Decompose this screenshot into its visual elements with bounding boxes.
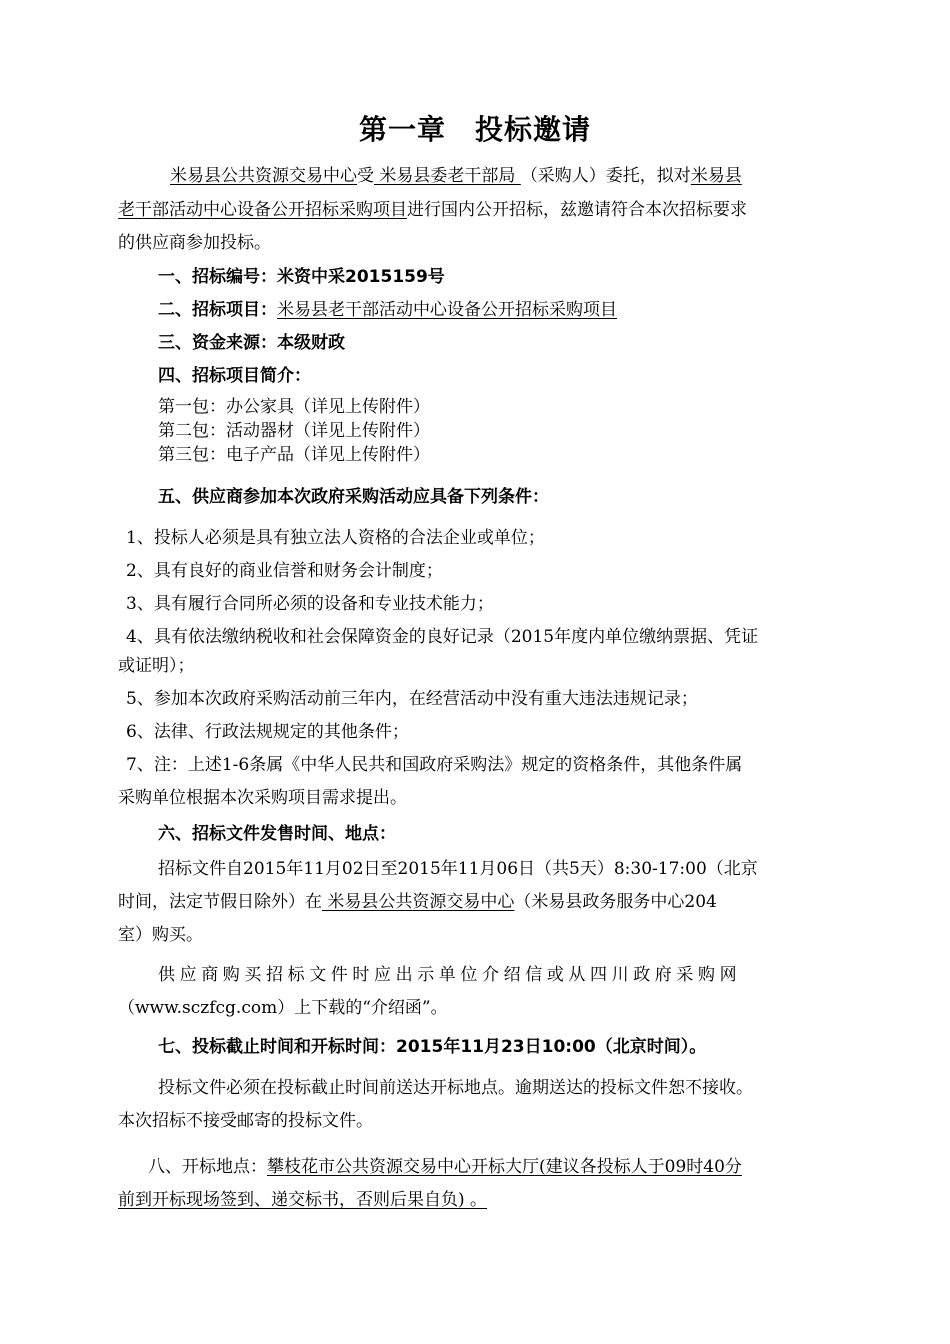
- condition-item: 7、注：上述1-6条属《中华人民共和国政府采购法》规定的资格条件，其他条件属: [126, 755, 743, 775]
- bid-opening-note: 前到开标现场签到、递交标书，否则后果自负) 。: [118, 1190, 488, 1210]
- section-1-label: 一、招标编号：: [158, 267, 277, 287]
- condition-item: 4、具有依法缴纳税收和社会保障资金的良好记录（2015年度内单位缴纳票据、凭证: [126, 627, 759, 647]
- section-4-label: 四、招标项目简介：: [158, 366, 311, 386]
- section-7-label: 七、投标截止时间和开标时间：2015年11月23日10:00（北京时间）。: [158, 1037, 707, 1057]
- sale-text: （米易县政务服务中心204: [514, 892, 717, 912]
- condition-item: 3、具有履行合同所必须的设备和专业技术能力；: [126, 594, 494, 614]
- package-1: 第一包：办公家具（详见上传附件）: [158, 397, 430, 417]
- section-3-label: 三、资金来源：: [158, 333, 277, 353]
- intro-letter-line-2: （www.sczfcg.com）上下载的“介绍函”。: [118, 998, 448, 1018]
- package-3: 第三包：电子产品（详见上传附件）: [158, 445, 430, 465]
- sale-text: 时间，法定节假日除外）在: [118, 892, 322, 912]
- section-8: [148, 1150, 868, 1184]
- sale-time-line-3: 室）购买。: [118, 925, 203, 945]
- section-6-label: 六、招标文件发售时间、地点：: [158, 824, 396, 844]
- section-2-label: 二、招标项目：: [158, 300, 277, 320]
- section-3: [158, 326, 878, 360]
- section-2: [158, 293, 878, 327]
- intro-line-2: [118, 193, 838, 227]
- condition-item: 1、投标人必须是具有独立法人资格的合法企业或单位；: [126, 528, 545, 548]
- project-name-part1: 米易县: [690, 166, 742, 186]
- condition-item: 2、具有良好的商业信誉和财务会计制度；: [126, 561, 443, 581]
- tender-project: 米易县老干部活动中心设备公开招标采购项目: [277, 300, 617, 320]
- chapter-title: 第一章 投标邀请: [358, 113, 591, 146]
- project-name-part2: 老干部活动中心设备公开招标采购项目: [118, 200, 407, 220]
- intro-line-1: [170, 159, 838, 193]
- condition-item-cont: 采购单位根据本次采购项目需求提出。: [118, 788, 407, 808]
- section-5-label: 五、供应商参加本次政府采购活动应具备下列条件：: [158, 487, 549, 507]
- condition-item: 6、法律、行政法规规定的其他条件；: [126, 722, 409, 742]
- sale-time-line-1: 招标文件自2015年11月02日至2015年11月06日（共5天）8:30-17:00（北京: [158, 859, 758, 879]
- intro-line-3: 的供应商参加投标。: [118, 233, 271, 253]
- agency-name: 米易县公共资源交易中心: [170, 166, 357, 186]
- intro-letter-line-1: 供应商购买招标文件时应出示单位介绍信或从四川政府采购网: [158, 965, 742, 985]
- package-2: 第二包：活动器材（详见上传附件）: [158, 421, 430, 441]
- intro-text: 受: [357, 166, 374, 186]
- section-8-cont: [118, 1183, 838, 1217]
- deadline-line-2: 本次招标不接受邮寄的投标文件。: [118, 1111, 373, 1131]
- condition-item: 5、参加本次政府采购活动前三年内，在经营活动中没有重大违法违规记录；: [126, 689, 698, 709]
- section-1: [158, 260, 878, 294]
- intro-text: （采购人）委托，拟对: [520, 166, 691, 186]
- intro-text: 进行国内公开招标，兹邀请符合本次招标要求: [407, 200, 747, 220]
- tender-number: 米资中采2015159号: [277, 267, 445, 287]
- sale-time-line-2: [118, 885, 838, 919]
- section-8-label: 八、开标地点：: [148, 1157, 267, 1177]
- deadline-line-1: 投标文件必须在投标截止时间前送达开标地点。逾期送达的投标文件恕不接收。: [158, 1078, 753, 1098]
- condition-item-cont: 或证明）；: [118, 656, 195, 676]
- funding-source: 本级财政: [277, 333, 345, 353]
- purchaser-name: 米易县委老干部局: [374, 166, 521, 186]
- sale-location: 米易县公共资源交易中心: [322, 892, 515, 912]
- bid-opening-location: 攀枝花市公共资源交易中心开标大厅(建议各投标人于09时40分: [267, 1157, 742, 1177]
